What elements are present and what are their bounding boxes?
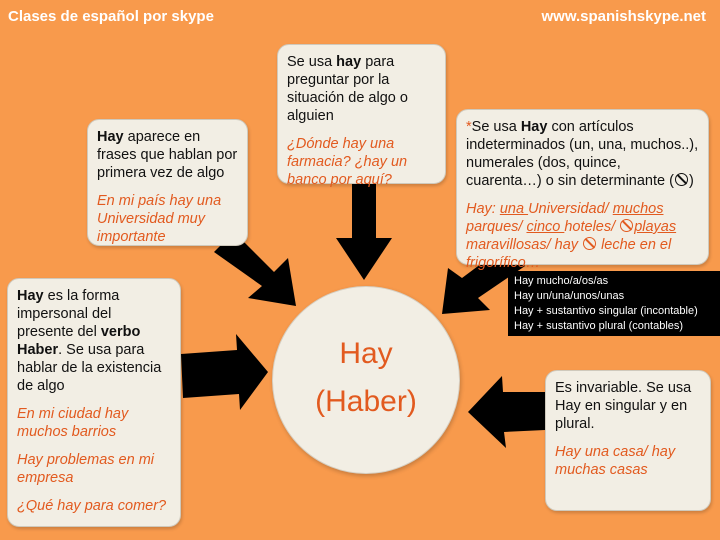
center-circle <box>272 286 460 474</box>
header-website: www.spanishskype.net <box>541 8 706 25</box>
example-text: En mi ciudad hay muchos barrios <box>17 406 129 440</box>
center-title: Hay <box>339 337 393 370</box>
example-text: Hay problemas en mi empresa <box>17 452 154 486</box>
summary-line: Hay un/una/unos/unas <box>514 290 625 302</box>
summary-line: Hay mucho/a/os/as <box>514 275 609 287</box>
summary-line: Hay + sustantivo singular (incontable) <box>514 305 698 317</box>
arrow-left <box>181 334 268 410</box>
box-articles: *Se usa Hay con artículos indeterminados (un, una, muchos..), numerales (dos, quince, cuarenta…) o sin determinante ( ) Hay: una Universidad/ muchos parques/ cinco hoteles/ playas maravillosas/ hay leche en el frigorífico… <box>456 109 709 265</box>
arrow-top-center <box>336 184 392 280</box>
empty-set-icon <box>675 173 688 186</box>
example-text: Hay: una Universidad/ muchos parques/ cinco hoteles/ playas maravillosas/ hay leche en el frigorífico… <box>466 201 677 271</box>
summary-line: Hay + sustantivo plural (contables) <box>514 320 684 332</box>
header-title: Clases de español por skype <box>8 8 214 25</box>
example-text: ¿Dónde hay una farmacia? ¿hay un banco por aquí? <box>287 136 408 188</box>
box-invariable: Es invariable. Se usa Hay en singular y en plural. Hay una casa/ hay muchas casas <box>545 370 711 511</box>
empty-set-icon <box>583 237 596 250</box>
usage-summary-box <box>508 271 720 336</box>
box-first-mention: Hay aparece en frases que hablan por primera vez de algo En mi país hay una Universidad muy importante <box>87 119 248 246</box>
empty-set-icon <box>620 219 633 232</box>
box-definition: Hay es la forma impersonal del presente del verbo Haber. Se usa para hablar de la existencia de algo En mi ciudad hay muchos barrios Hay problemas en mi empresa ¿Qué hay para comer? <box>7 278 181 527</box>
example-text: En mi país hay una Universidad muy importante <box>97 193 222 245</box>
example-text: Hay una casa/ hay muchas casas <box>555 444 676 478</box>
example-text: ¿Qué hay para comer? <box>17 498 167 514</box>
arrow-right <box>468 376 545 448</box>
box-question-usage: Se usa hay para preguntar por la situación de algo o alguien ¿Dónde hay una farmacia? ¿hay un banco por aquí? <box>277 44 446 184</box>
center-subtitle: (Haber) <box>315 385 417 418</box>
